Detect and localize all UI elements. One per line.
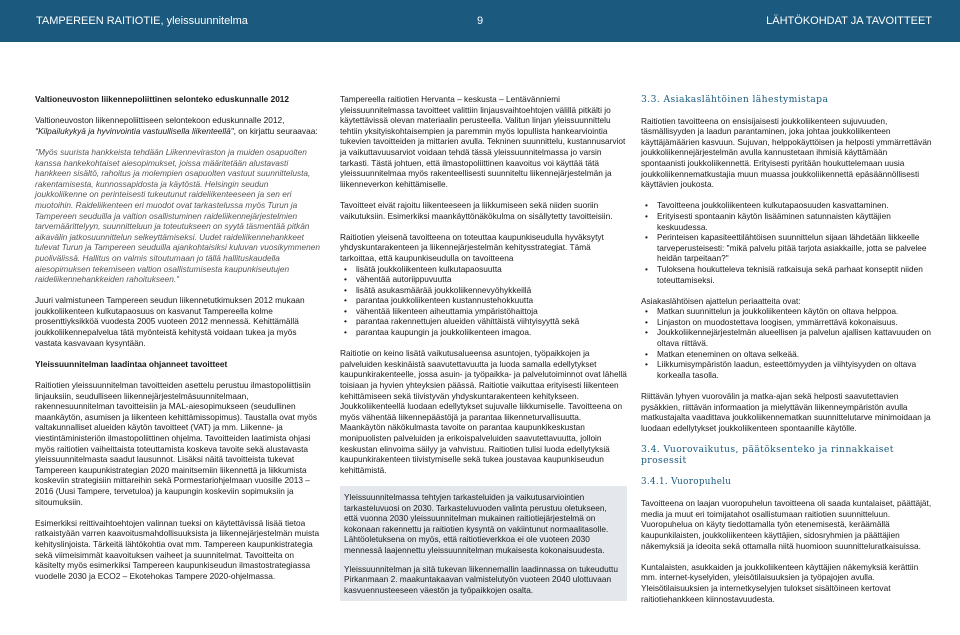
list-item: • Tavoitteena joukkoliikenteen kulkutapaosuuden kasvattaminen. bbox=[657, 200, 933, 211]
paragraph-survey: Juuri valmistuneen Tampereen seudun liikennetutkimuksen 2012 mukaan joukkoliikenteen kulkutapaosuus on kasvanut Tampereella kolme prosenttiyksikköä vuodesta 2005 vuoteen 2012 mennessä. Kehittämällä joukkoliikennepalvelua tätä myönteistä kehitystä voidaan tukea ja myös vastata kasvavaan kysyntään. bbox=[35, 295, 305, 348]
list-item: • Matkan suunnittelun ja joukkoliikenteen käytön on oltava helppoa. bbox=[657, 306, 933, 317]
principle-list bbox=[641, 306, 933, 380]
info-box bbox=[340, 486, 627, 601]
paragraph-kuntalaiset: Kuntalaisten, asukkaiden ja joukkoliikenteen käyttäjien näkemyksiä kerättiin mm. internet-kyselyiden, yleisötilaisuuksien ja työpajojen avulla. Yleisötilaisuuksien ja internetkyselyjen tulokset sisältöineen kertovat raitiotiehankkeen kiinnostavuudesta. bbox=[641, 561, 919, 604]
list-item: • Matkan eteneminen on oltava selkeää. bbox=[657, 349, 933, 360]
paragraph-keino: Raitiotie on keino lisätä vaikutusalueensa asuntojen, työpaikkojen ja palveluiden keskinäistä saavutettavuutta ja luoda samalla edellytykset kaupunkirakenteelle, jossa asuin- ja työpaikka- ja palvelutoiminnot ovat lähellä toisiaan ja hyvien yhteyksien päässä. Raitiotie vaikuttaa erityisesti liikenteen kehittämiseen sekä tiivistyvän yhdyskuntarakenteen kehitykseen. Joukkoliikenteellä luodaan edellytykset sujuvalle liikkumiselle. Tavoitteena on myös vähentää liikennepäästöjä ja parantaa liikenneturvallisuutta. Maankäytön näkökulmasta tavoite on parantaa kaupunkikeskustan monipuolisten palveluiden ja erikoispalveluiden saavutettavuutta, jolloin keskustan elinvoima säilyy ja vahvistuu. Raitiotien tulisi luoda edellytyksiä kaupunkirakenteen tiivistymiselle sekä tukea joustavaa kaupunkiseudun kehittämistä. bbox=[340, 348, 627, 475]
paragraph-hervanta: Tampereella raitiotien Hervanta – keskusta – Lentävänniemi yleissuunnitelmassa tavoitteet valittiin linjausvaihtoehtojen välillä pitkälti jo käytettävissä olevan materiaalin perusteella. Valitun linjan yleissuunnittelu tehtiin yksityiskohtaisempien ja paremmin myös lopullista hankearviointia tukevien tavoitteiden ja mittarien avulla. Tekninen suunnittelu, kustannusarviot ja vaikuttavuusarviot voidaan tehdä tässä yleissuunnitelmassa jo varsin tarkasti. Tästä johtuen, että ilmastopoliittinen kaavoitus voi käyttää tätä yleissuunnitelmaa myös rakenteellisesti suunniteltu liikennejärjestelmän ja liikenneverkon kehittämiselle. bbox=[340, 94, 626, 189]
paragraph-tavoitteet: Raitiotien yleissuunnitelman tavoitteiden asettelu perustuu ilmastopoliittisiin linjauksiin, seudulliseen liikennejärjestelmäsuunnitelmaan, rakennesuunnitelman tavoitteisiin ja MAL-aiesopimukseen (seudullinen maankäytön, asumisen ja liikenteen kehittämissopimus). Taustalla ovat myös valtakunnalliset alueiden käytön tavoitteet (VAT) ja mm. Liikenne- ja viestintäministeriön ilmastopoliittinen ohjelma. Tavoitteiden laatimista ohjasi myös raitiotien vaiheittaista toteuttamista koskeva tavoite sekä alustavasta yleissuunnitelmasta saadut lausunnot. Lisäksi näitä tavoitteista tukevat Tampereen kaupunkistrategian 2020 mainitsemiin liikennettä ja liikkumista koskeviin strategisiin mittareihin sekä Pormestariohjelmaan vuosille 2013 – 2016 (Uusi Tampere, tervetuloa) ja kaupungin koskeviin sopimuksiin ja sitoumuksiin. bbox=[35, 380, 318, 507]
heading-3-4-1: 3.4.1. Vuoropuhelu bbox=[641, 476, 732, 487]
text-fragment: Valtioneuvoston liikennepoliittiseen selontekoon eduskunnalle 2012, bbox=[35, 115, 285, 126]
quote-block: "Myös suurista hankkeista tehdään Liikenneviraston ja muiden osapuolten kanssa hankekohtaiset aiesopimukset, joissa määritetään alustavasti hankkeen sisältö, rahoitus ja molempien osapuolten vastuut suunnittelusta, rakentamisesta, kunnossapidosta ja käytöstä. Helsingin seudun joukkoliikenne on perinteisesti tukeutunut raideliikenteeseen ja sen eri muotoihin. Raideliikenteen eri muodot ovat tarkastelussa myös Turun ja Tampereen seuduilla ja valtion osallistuminen raideliikennejärjestelmien tarvemäärittelyyn, suunnitteluun ja toteutukseen on syytä täsmentää pitkän aikavälin jatkosuunnittelun selkeyttämiseksi. Uudet raideliikennehankkeet tulevat Turun ja Tampereen seuduilla ajankohtaisiksi kuluvan vuosikymmenen puolivälissä. Hallitus on valmis sitoutumaan jo tällä hallituskaudella aiesopimuksen tekemiseen valtion osallistumisesta kaupunkiseutujen raideliikennehankkeiden rahoitukseen." bbox=[35, 146, 321, 285]
list-item: • Liikkumisympäristön laadun, esteettömyyden ja viihtyisyyden on oltava korkealla tasolla. bbox=[657, 359, 933, 380]
list-item: • Perinteisen kapasiteettilähtöisen suunnittelun sijaan lähdetään liikkeelle tarveperusteisesti: "mikä palvelu pitää tarjota asiakkaille, jotta se palvelee heidän tarpeitaan?" bbox=[657, 232, 933, 264]
list-item: • Tuloksena houkutteleva teknisiä ratkaisuja sekä parhaat konseptit niiden toteuttamiseksi. bbox=[657, 264, 933, 285]
heading-selonteko: Valtioneuvoston liikennepoliittinen selonteko eduskunnalle 2012 bbox=[35, 94, 290, 104]
aim-list bbox=[641, 200, 933, 285]
page-header bbox=[0, 0, 960, 42]
column-right bbox=[641, 94, 933, 604]
paragraph-asiakas: Raitiotien tavoitteena on ensisijaisesti joukkoliikenteen sujuvuuden, täsmällisyyden ja laadun parantaminen, joka johtaa joukkoliikenteen käyttäjämäärien kasvuun. Sujuvan, helppokäyttöisen ja helposti ymmärrettävän joukkoliikennejärjestelmän avulla kannustetaan ihmisiä käyttämään spontaanisti joukkoliikennettä. Erityisesti pyritään houkuttelemaan uusia joukkoliikennematkustajia muun muassa joukkoliikennettä epäsäännöllisesti käyttävien joukosta. bbox=[641, 115, 932, 190]
list-item: • parantaa joukkoliikenteen kustannustehokkuutta bbox=[356, 295, 627, 306]
text-fragment: , on kirjattu seuraavaa: bbox=[233, 125, 318, 136]
list-item: • vähentää autoriippuvuutta bbox=[356, 274, 627, 285]
column-middle bbox=[340, 94, 627, 601]
section-title: LÄHTÖKOHDAT JA TAVOITTEET bbox=[766, 15, 932, 27]
column-left bbox=[35, 94, 322, 581]
heading-3-3: 3.3. Asiakaslähtöinen lähestymistapa bbox=[641, 94, 829, 105]
paragraph-yleinen-tavoite: Raitiotien yleisenä tavoitteena on toteuttaa kaupunkiseudulla hyväksytyt yhdyskuntarakenteen ja liikennejärjestelmän kehitysstrategiat. Tämä tarkoittaa, että kaupunkiseudulla on tavoitteena bbox=[340, 231, 604, 263]
paragraph-selonteko-intro bbox=[35, 115, 322, 136]
paragraph-periaatteet: Asiakaslähtöisen ajattelun periaatteita ovat: bbox=[641, 295, 801, 306]
heading-3-4: 3.4. Vuorovaikutus, päätöksenteko ja rinnakkaiset prosessit bbox=[641, 444, 894, 466]
heading-tavoitteet: Yleissuunnitelman laadintaa ohjanneet tavoitteet bbox=[35, 358, 228, 369]
page-number: 9 bbox=[476, 15, 484, 27]
paragraph-vuoropuhelu: Tavoitteena on laajan vuoropuhelun tavoitteena oli saada kuntalaiset, päättäjät, media ja muut eri toimijatahot osallistumaan raitiotien suunnitteluun. Vuoropuhelua on käyty tiedottamalla työn etenemisestä, keräämällä kaupunkilaisten, joukkoliikenteen käyttäjien, sidosryhmien ja päättäjien näkemyksiä ja ideoita sekä ottamalla niitä huomioon suunnitteluratkaisuissa. bbox=[641, 498, 932, 551]
list-item: • lisätä asukasmäärää joukkoliikennevyöhykkeillä bbox=[356, 285, 627, 296]
list-item: • vähentää liikenteen aiheuttamia ympäristöhaittoja bbox=[356, 306, 627, 317]
list-item: • lisätä joukkoliikenteen kulkutapaosuutta bbox=[356, 264, 627, 275]
paragraph-rajoitu: Tavoitteet eivät rajoitu liikenteeseen ja liikkumiseen sekä niiden suoriin vaikutuksiin. Esimerkiksi maankäyttönäkökulma on sisällytetty tavoitteisiin. bbox=[340, 199, 613, 221]
list-item: • Joukkoliikennejärjestelmän alueellisen ja palvelun ajallisen kattavuuden on oltava riittävä. bbox=[657, 327, 933, 348]
document-title: TAMPEREEN RAITIOTIE, yleissuunnitelma bbox=[36, 15, 248, 27]
list-item: • parantaa kaupungin ja joukkoliikenteen imagoa. bbox=[356, 327, 627, 338]
box-paragraph-tarkasteluvuosi: Yleissuunnitelmassa tehtyjen tarkasteluiden ja vaikutusarviointien tarkasteluvuosi on 2030. Tarkasteluvuoden valinta perustuu oletukseen, että vuonna 2030 yleissuunnitelman mukainen raitiotiejärjestelmä on kokonaan rakennettu ja raitiotien kysyntä on vakiintunut normaalitasolle. Lähtöoletuksena on myös, että raitiotieverkkoa ei ole vuoteen 2030 mennessä laajennettu yleissuunnitelman mukaisesta kokonaisuudesta. bbox=[344, 491, 609, 555]
list-item: • Erityisesti spontaanin käytön lisääminen satunnaisten käyttäjien keskuudessa. bbox=[657, 211, 933, 232]
list-item: • Linjaston on muodostettava loogisen, ymmärrettävä kokonaisuus. bbox=[657, 317, 933, 328]
paragraph-vuorovali: Riittävän lyhyen vuorovälin ja matka-ajan sekä helposti saavutettavien pysäkkien, riittävän informaation ja mielyttävän liikenneympäristön avulla matkustajalta vaadittava joukkoliikennematkan suunnittelutarve minimoidaan ja luodaan edellytykset joukkoliikenteen spontaanille käytölle. bbox=[641, 391, 931, 433]
report-title-italic: "Kilpailukykyä ja hyvinvointia vastuullisella liikenteellä" bbox=[35, 125, 234, 136]
goal-list bbox=[340, 264, 627, 338]
paragraph-esimerkiksi: Esimerkiksi reittivaihtoehtojen valinnan tueksi on käytettävissä lisää tietoa ratkaistyään varren kaavoitusmahdollisuuksista ja liikennejärjestelmän muista kehityslinjoista. Tärkeitä lähtökohtia ovat mm. Tampereen kaupunkistrategia sekä viimeisimmät kaavoituksen vaiheet ja suunnitelmat. Tavoitteita on käsitelty myös esimerkiksi Tampereen kaupunkiseudun ilmastostrategiassa vuodelle 2030 ja ECO2 – Ekotehokas Tampere 2020-ohjelmassa. bbox=[35, 517, 320, 581]
list-item: • parantaa rakennettujen alueiden vähittäistä viihtyisyyttä sekä bbox=[356, 316, 627, 327]
box-paragraph-maakuntakaava: Yleissuunnitelman ja sitä tukevan liikennemallin laadinnassa on tukeuduttu Pirkanmaan 2. maakuntakaavan valmistelutyön vuoteen 2040 ulottuvaan kasvuennusteeseen väestön ja työpaikkojen osalta. bbox=[344, 563, 618, 595]
